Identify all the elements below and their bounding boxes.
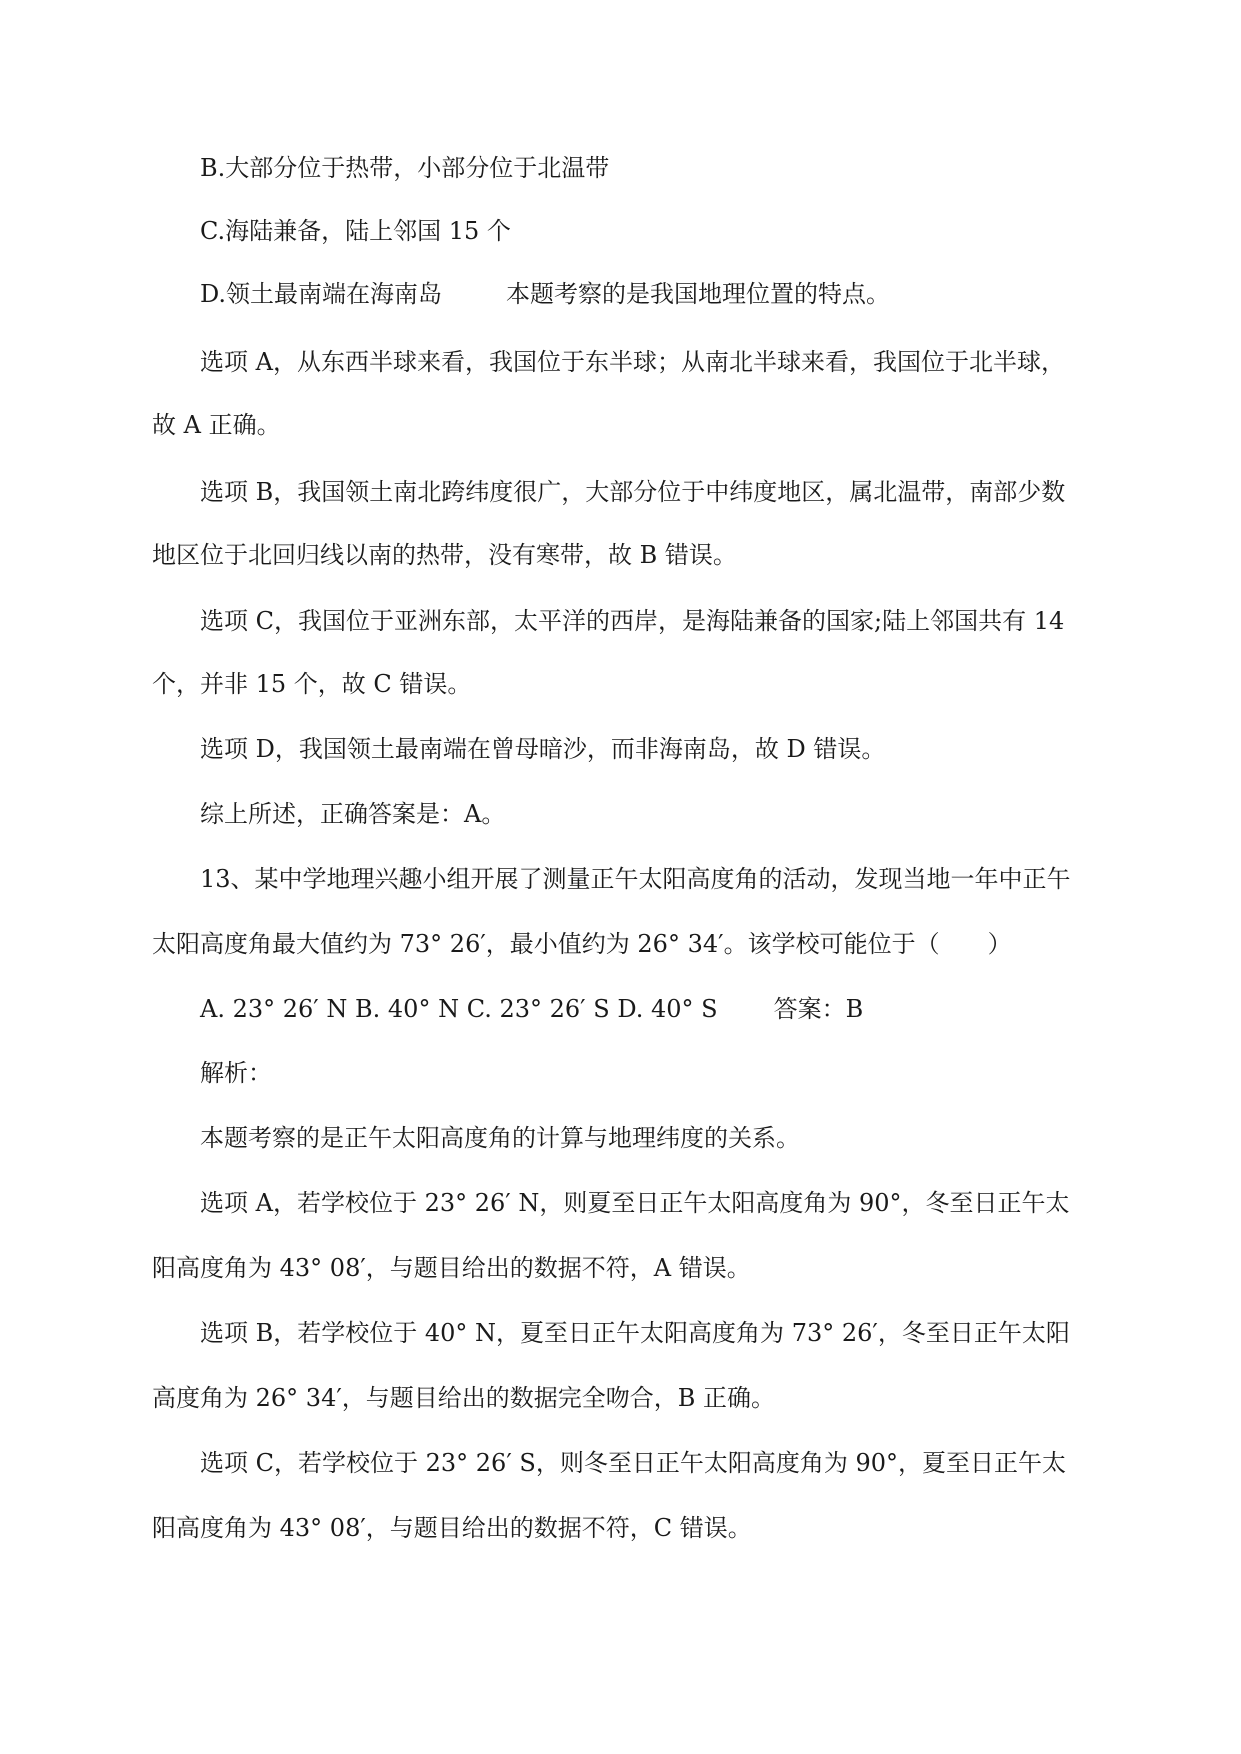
- text: 选项 C，我国位于亚洲东部，太平洋的西岸，是海陆兼备的国家;陆上邻国共有 14: [200, 607, 1065, 635]
- text: 选项 A，若学校位于 23° 26′ N，则夏至日正午太阳高度角为 90°，冬至日正午太: [200, 1189, 1070, 1217]
- text: C.海陆兼备，陆上邻国 15 个: [200, 217, 511, 245]
- text: 地区位于北回归线以南的热带，没有寒带，故 B 错误。: [152, 541, 737, 569]
- question-13-line-1: [200, 864, 1071, 894]
- text: 故 A 正确。: [152, 411, 281, 439]
- analysis-d-line: [200, 734, 885, 764]
- text: 阳高度角为 43° 08′，与题目给出的数据不符，A 错误。: [152, 1254, 751, 1282]
- answer-text: 答案：B: [773, 995, 864, 1023]
- analysis-c-line-1: [200, 606, 1064, 636]
- analysis-a-line-1: [200, 347, 1065, 377]
- text: 解析：: [200, 1059, 272, 1087]
- text: 个，并非 15 个，故 C 错误。: [152, 670, 472, 698]
- analysis-13b-line-1: [200, 1318, 1070, 1348]
- analysis-13a-line-2: [152, 1253, 751, 1283]
- text: D.领土最南端在海南岛: [200, 280, 443, 308]
- analysis-intro-13: [200, 1123, 800, 1153]
- summary-line: [200, 799, 505, 829]
- analysis-13b-line-2: [152, 1383, 775, 1413]
- option-b-line: [200, 153, 609, 183]
- text: 13、某中学地理兴趣小组开展了测量正午太阳高度角的活动，发现当地一年中正午: [200, 865, 1071, 893]
- text: 综上所述，正确答案是：A。: [200, 800, 506, 828]
- text: 选项 A，从东西半球来看，我国位于东半球；从南北半球来看，我国位于北半球，: [200, 348, 1065, 376]
- options-text: A. 23° 26′ N B. 40° N C. 23° 26′ S D. 40° S: [200, 995, 718, 1023]
- analysis-heading: [200, 1058, 272, 1088]
- option-c-line: [200, 216, 511, 246]
- question-13-options: [200, 994, 863, 1024]
- text: 太阳高度角最大值约为 73° 26′，最小值约为 26° 34′。该学校可能位于（ ）: [152, 930, 1012, 958]
- text: 选项 D，我国领土最南端在曾母暗沙，而非海南岛，故 D 错误。: [200, 735, 886, 763]
- option-d-line: [200, 279, 890, 309]
- question-13-line-2: [152, 929, 1012, 959]
- analysis-13a-line-1: [200, 1188, 1070, 1218]
- text: B.大部分位于热带，小部分位于北温带: [200, 154, 610, 182]
- text: 本题考察的是正午太阳高度角的计算与地理纬度的关系。: [200, 1124, 800, 1152]
- analysis-c-line-2: [152, 669, 471, 699]
- text: 选项 B，我国领土南北跨纬度很广，大部分位于中纬度地区，属北温带，南部少数: [200, 478, 1066, 506]
- text: 选项 C，若学校位于 23° 26′ S，则冬至日正午太阳高度角为 90°，夏至日正午太: [200, 1449, 1067, 1477]
- analysis-a-line-2: [152, 410, 281, 440]
- analysis-b-line-1: [200, 477, 1065, 507]
- analysis-13c-line-1: [200, 1448, 1066, 1478]
- text: 高度角为 26° 34′，与题目给出的数据完全吻合，B 正确。: [152, 1384, 776, 1412]
- analysis-13c-line-2: [152, 1513, 752, 1543]
- text: 选项 B，若学校位于 40° N，夏至日正午太阳高度角为 73° 26′，冬至日正午太阳: [200, 1319, 1070, 1347]
- text: 阳高度角为 43° 08′，与题目给出的数据不符，C 错误。: [152, 1514, 752, 1542]
- analysis-b-line-2: [152, 540, 737, 570]
- analysis-intro: 本题考察的是我国地理位置的特点。: [506, 280, 891, 308]
